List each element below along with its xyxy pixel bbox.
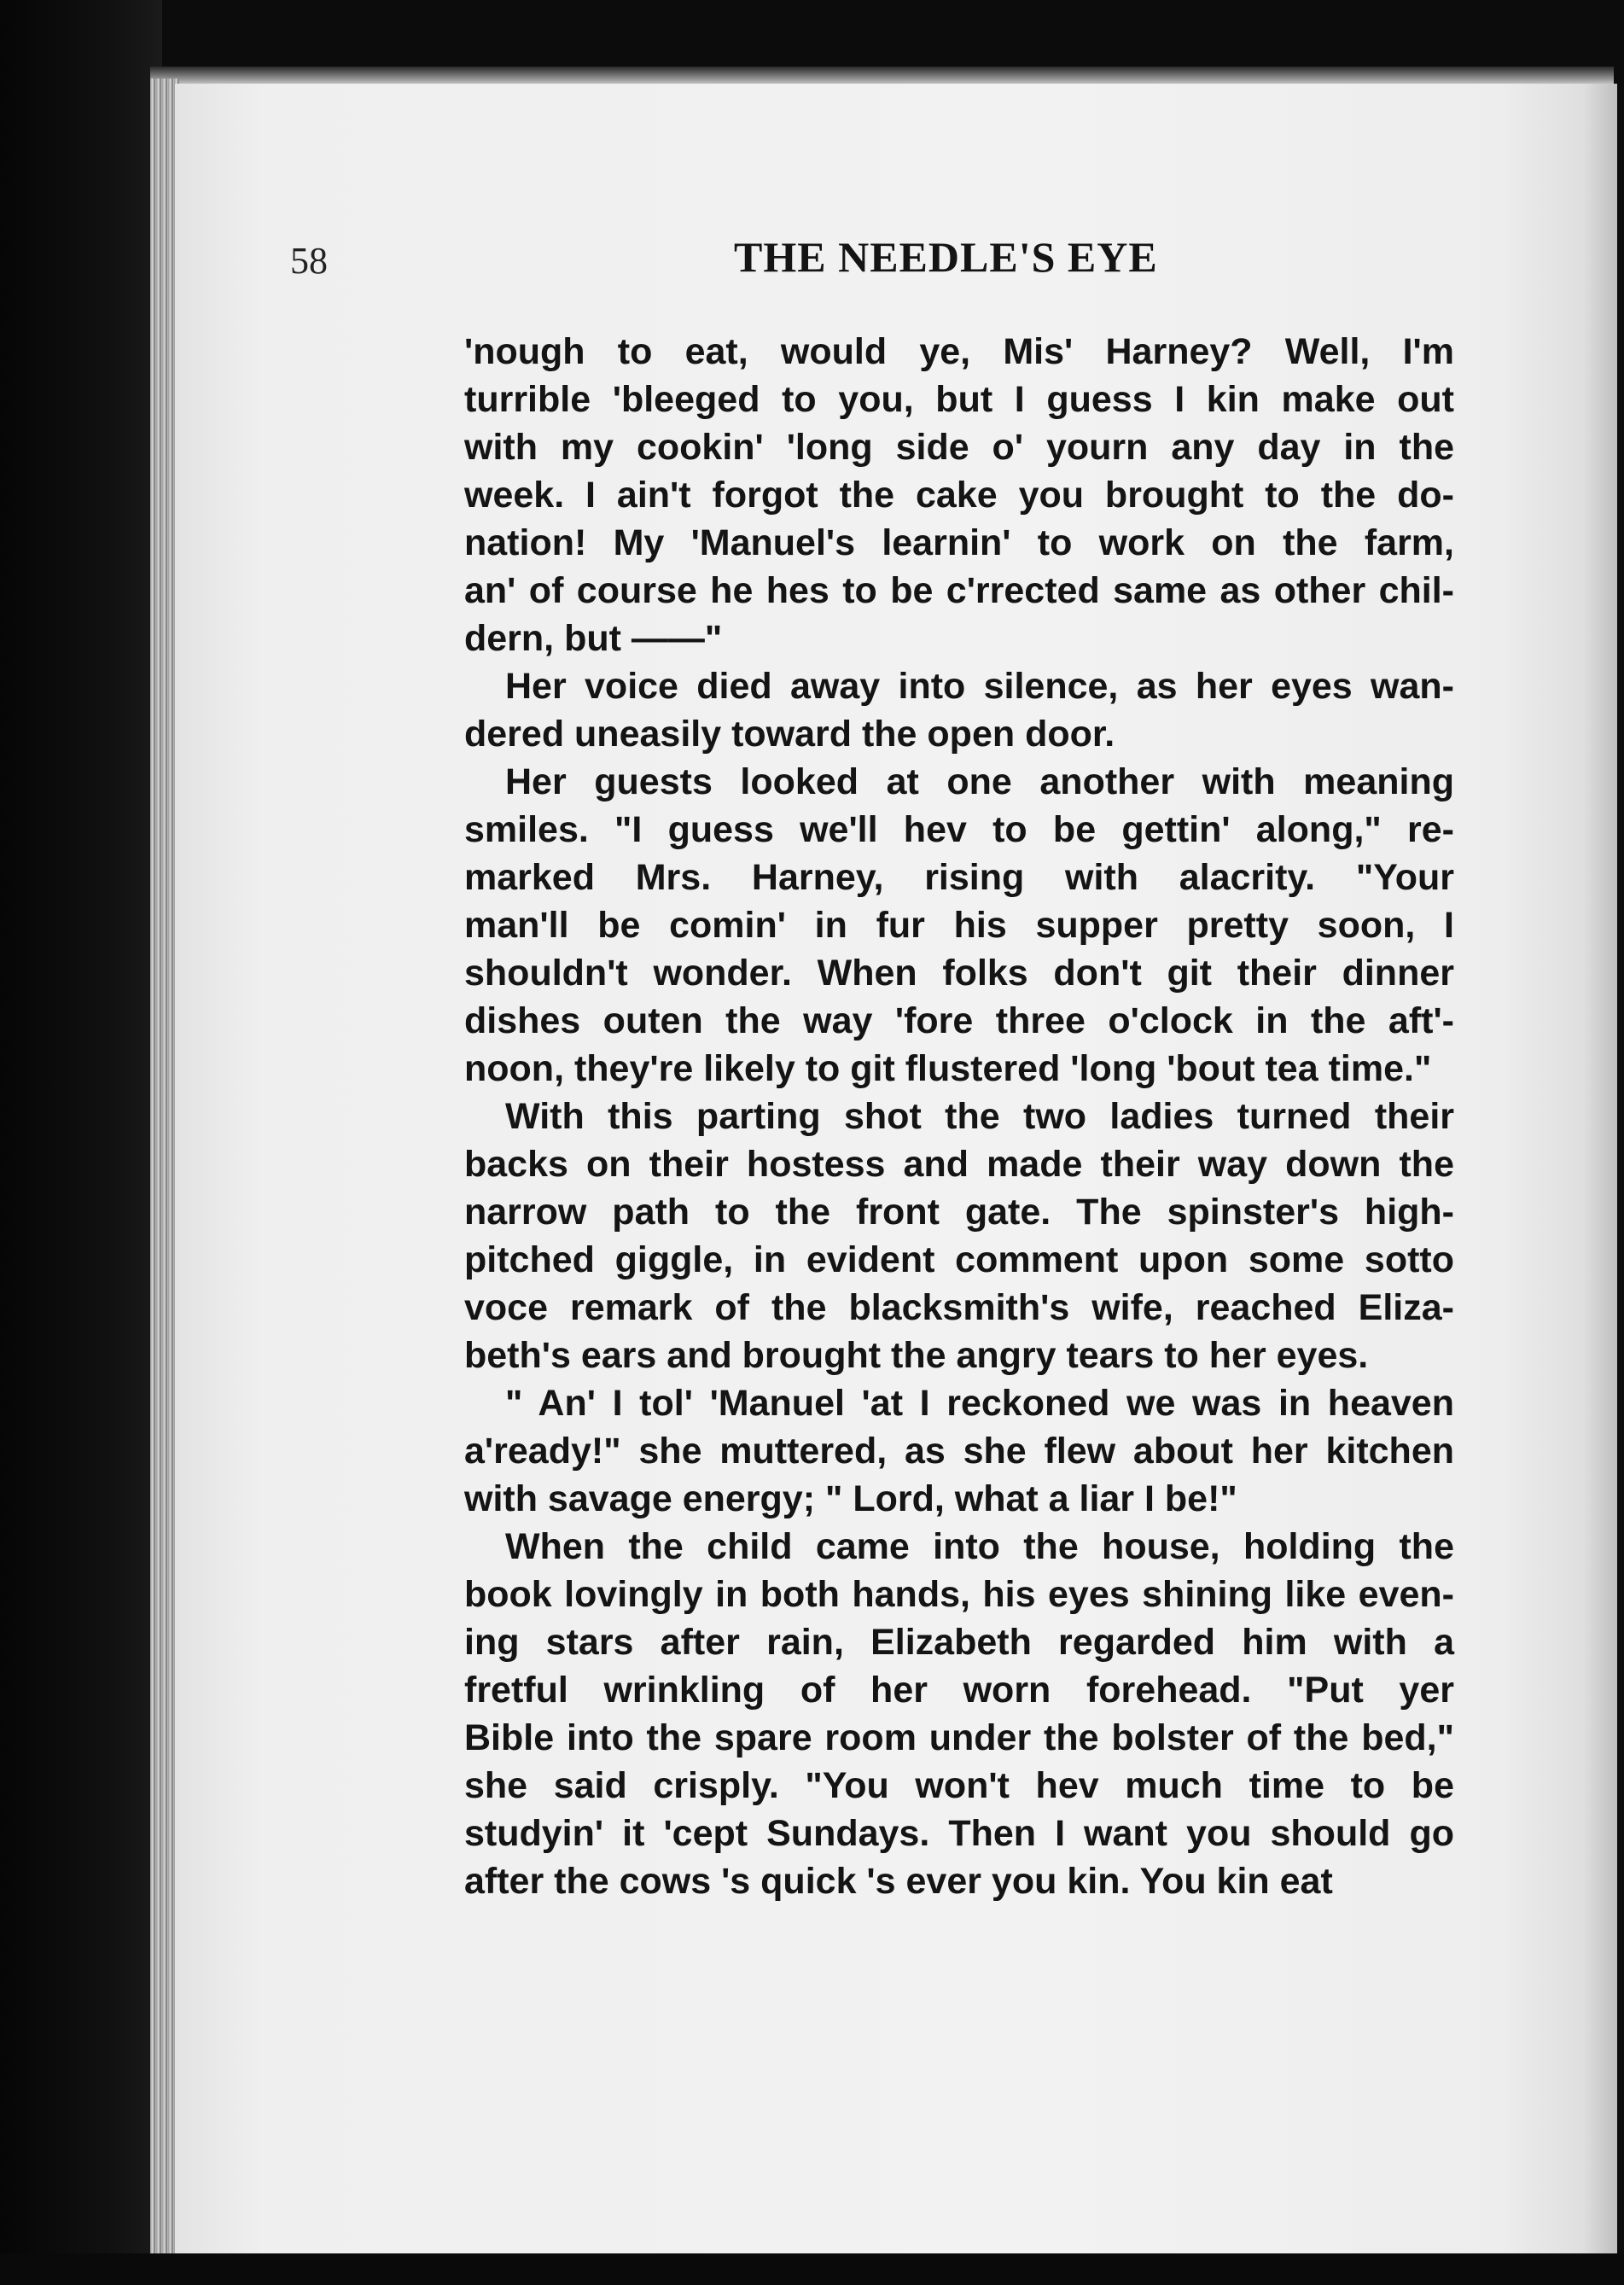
page-shadow bbox=[1583, 84, 1617, 2269]
text-line: week. I ain't forgot the cake you brought to the do- bbox=[464, 475, 1454, 516]
text-line: Her guests looked at one another with meaning bbox=[505, 761, 1454, 802]
text-line: fretful wrinkling of her worn forehead. "Put yer bbox=[464, 1670, 1454, 1711]
text-line: Bible into the spare room under the bolster of the bed," bbox=[464, 1717, 1454, 1758]
text-line: an' of course he hes to be c'rrected same as other chil- bbox=[464, 570, 1454, 611]
text-line: with savage energy; " Lord, what a liar I be!" bbox=[464, 1478, 1237, 1519]
text-line: backs on their hostess and made their way down the bbox=[464, 1144, 1454, 1185]
paragraph bbox=[464, 1523, 1454, 1905]
paragraph bbox=[464, 1379, 1454, 1523]
text-line: smiles. "I guess we'll hev to be gettin' along," re- bbox=[464, 809, 1454, 850]
paragraph bbox=[464, 328, 1454, 662]
text-line: book lovingly in both hands, his eyes shining like even- bbox=[464, 1574, 1454, 1615]
text-line: a'ready!" she muttered, as she flew about her kitchen bbox=[464, 1431, 1454, 1472]
text-line: narrow path to the front gate. The spinster's high- bbox=[464, 1192, 1454, 1233]
text-line: dern, but ——" bbox=[464, 618, 723, 659]
text-line: With this parting shot the two ladies turned their bbox=[505, 1096, 1454, 1137]
page-header bbox=[290, 232, 1468, 292]
text-line: ing stars after rain, Elizabeth regarded him with a bbox=[464, 1622, 1454, 1663]
text-line: voce remark of the blacksmith's wife, reached Eliza- bbox=[464, 1287, 1454, 1328]
book-top-edge bbox=[150, 67, 1614, 85]
paragraph bbox=[464, 758, 1454, 1093]
text-line: noon, they're likely to git flustered 'long 'bout tea time." bbox=[464, 1048, 1432, 1089]
scan-border-bottom bbox=[0, 2253, 1624, 2285]
page-number: 58 bbox=[290, 240, 328, 282]
running-head: THE NEEDLE'S EYE bbox=[734, 233, 1158, 281]
text-line: studyin' it 'cept Sundays. Then I want you should go bbox=[464, 1813, 1454, 1854]
text-line: pitched giggle, in evident comment upon some sotto bbox=[464, 1239, 1454, 1280]
text-line: with my cookin' 'long side o' yourn any day in the bbox=[464, 427, 1454, 468]
text-line: " An' I tol' 'Manuel 'at I reckoned we was in heaven bbox=[505, 1383, 1454, 1424]
text-line: nation! My 'Manuel's learnin' to work on the farm, bbox=[464, 522, 1454, 563]
text-line: shouldn't wonder. When folks don't git their dinner bbox=[464, 953, 1454, 994]
text-line: dered uneasily toward the open door. bbox=[464, 714, 1115, 755]
paragraph bbox=[464, 1093, 1454, 1379]
scan-border-left bbox=[0, 0, 162, 2285]
text-line: marked Mrs. Harney, rising with alacrity. "Your bbox=[464, 857, 1454, 898]
text-line: turrible 'bleeged to you, but I guess I kin make out bbox=[464, 379, 1454, 420]
text-line: beth's ears and brought the angry tears to her eyes. bbox=[464, 1335, 1369, 1376]
text-line: When the child came into the house, holding the bbox=[505, 1526, 1454, 1567]
text-line: dishes outen the way 'fore three o'clock in the aft'- bbox=[464, 1000, 1454, 1041]
body-text bbox=[464, 328, 1454, 1905]
text-line: she said crisply. "You won't hev much time to be bbox=[464, 1765, 1454, 1806]
text-line: 'nough to eat, would ye, Mis' Harney? Well, I'm bbox=[464, 331, 1454, 372]
text-line: Her voice died away into silence, as her eyes wan- bbox=[505, 666, 1454, 707]
text-line: after the cows 's quick 's ever you kin. You kin eat bbox=[464, 1861, 1333, 1902]
text-line: man'll be comin' in fur his supper pretty soon, I bbox=[464, 905, 1454, 946]
paragraph bbox=[464, 662, 1454, 758]
